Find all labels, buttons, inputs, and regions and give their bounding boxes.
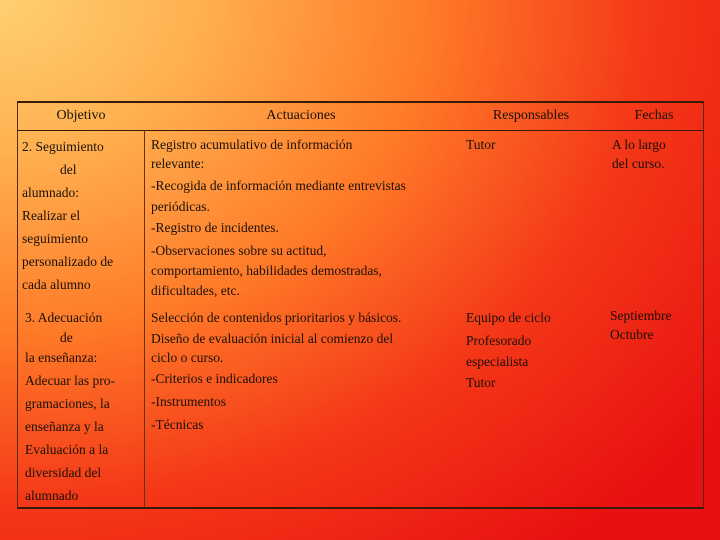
- cell-line: Evaluación a la: [25, 442, 109, 457]
- cell-line: Diseño de evaluación inicial al comienzo del: [151, 331, 394, 346]
- cell-line: Adecuar las pro-: [25, 373, 115, 388]
- cell-line: A lo largo: [612, 137, 666, 152]
- cell-line: -Registro de incidentes.: [151, 220, 279, 235]
- row1-fechas: [612, 135, 702, 173]
- row2-objetivo: [25, 306, 143, 507]
- cell-line: dificultades, etc.: [151, 283, 240, 298]
- cell-line: Equipo de ciclo: [466, 310, 551, 325]
- row1-responsables: [466, 135, 596, 154]
- cell-line: 3. Adecuación: [25, 310, 103, 325]
- cell-line: personalizado de: [22, 254, 114, 269]
- cell-line: alumnado: [25, 488, 79, 503]
- cell-line: gramaciones, la: [25, 396, 110, 411]
- cell-line: Profesorado: [466, 333, 532, 348]
- row2-actuaciones: [151, 306, 456, 436]
- cell-line: la enseñanza:: [25, 350, 98, 365]
- header-actuaciones: Actuaciones: [266, 108, 336, 123]
- cell-line: de: [60, 330, 73, 345]
- cell-line: Realizar el: [22, 208, 81, 223]
- cell-line: 2. Seguimiento: [22, 139, 104, 154]
- cell-line: del curso.: [612, 156, 665, 171]
- cell-line: del: [60, 162, 77, 177]
- cell-line: -Observaciones sobre su actitud,: [151, 243, 327, 258]
- row1-actuaciones: [151, 135, 456, 301]
- column-divider: [144, 130, 145, 507]
- cell-line: enseñanza y la: [25, 419, 104, 434]
- cell-line: cada alumno: [22, 277, 91, 292]
- cell-line: especialista: [466, 354, 529, 369]
- cell-line: periódicas.: [151, 199, 210, 214]
- cell-line: alumnado:: [22, 185, 79, 200]
- header-divider: [18, 130, 703, 131]
- cell-line: -Criterios e indicadores: [151, 371, 278, 386]
- row2-fechas: [610, 306, 702, 344]
- cell-line: ciclo o curso.: [151, 350, 224, 365]
- cell-line: -Técnicas: [151, 417, 204, 432]
- cell-line: Registro acumulativo de información: [151, 137, 353, 152]
- cell-line: diversidad del: [25, 465, 102, 480]
- row2-responsables: [466, 306, 596, 394]
- cell-line: Octubre: [610, 327, 654, 342]
- cell-line: Septiembre: [610, 308, 672, 323]
- cell-line: relevante:: [151, 156, 205, 171]
- header-responsables: Responsables: [492, 108, 570, 123]
- plan-table: [17, 101, 704, 509]
- cell-line: seguimiento: [22, 231, 88, 246]
- cell-line: comportamiento, habilidades demostradas,: [151, 263, 382, 278]
- header-objetivo: Objetivo: [56, 108, 106, 123]
- row1-objetivo: [22, 135, 142, 296]
- cell-line: Selección de contenidos prioritarios y básicos.: [151, 310, 402, 325]
- cell-line: Tutor: [466, 137, 496, 152]
- cell-line: -Recogida de información mediante entrevistas: [151, 178, 406, 193]
- cell-line: -Instrumentos: [151, 394, 226, 409]
- cell-line: Tutor: [466, 375, 496, 390]
- header-fechas: Fechas: [634, 108, 674, 123]
